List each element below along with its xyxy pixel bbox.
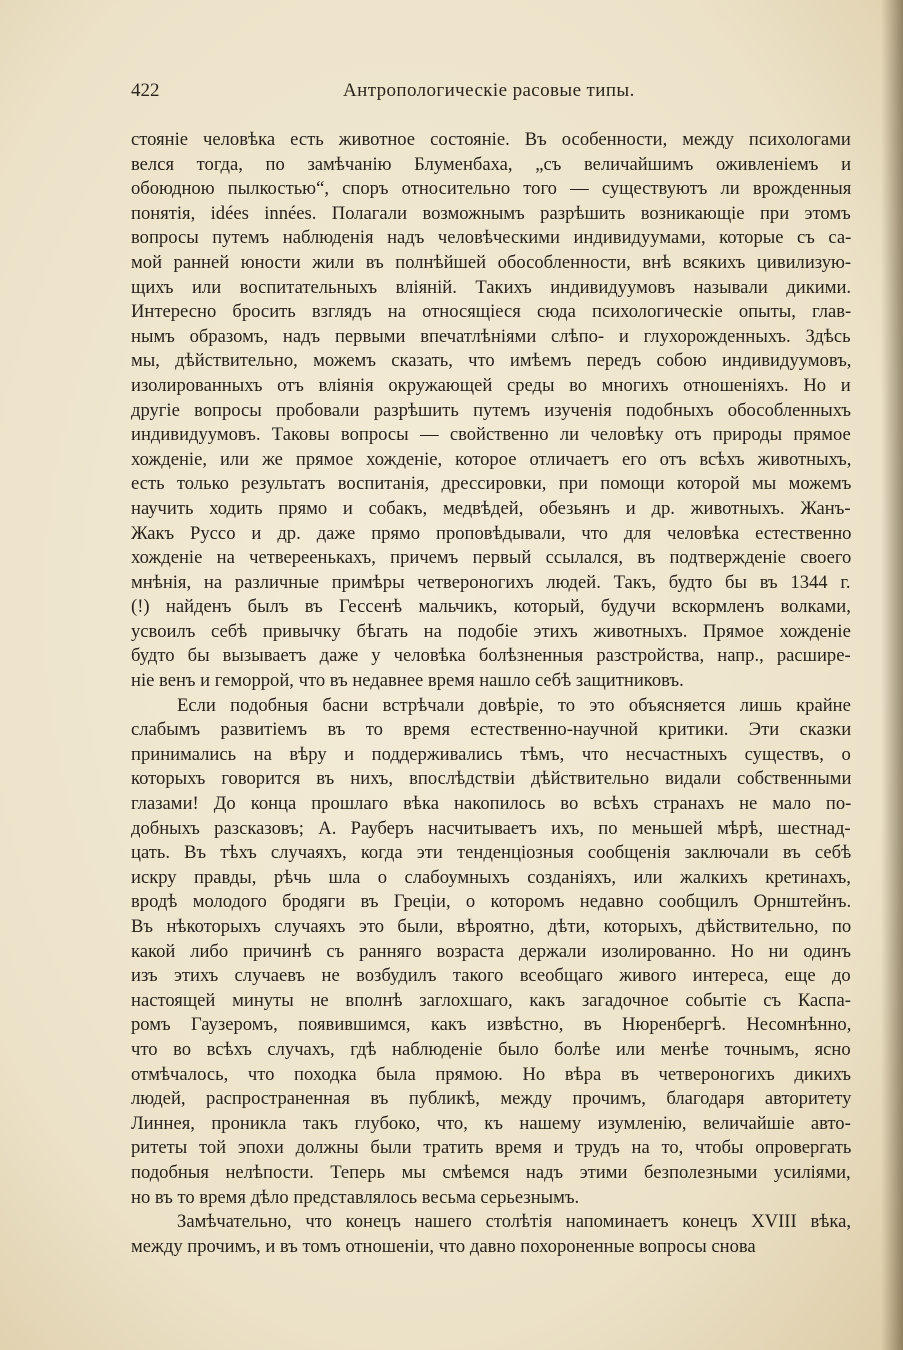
text-line: настоящей минуты не вполнѣ заглохшаго, какъ загадочное событiе съ Каспа- [131,989,851,1011]
text-line: изолированныхъ отъ влiянiя окружающей среды во многихъ отношенiяхъ. Но и [131,374,851,396]
text-line: какой либо причинѣ съ ранняго возраста держали изолированно. Но ни одинъ [131,940,851,962]
body-text [131,128,851,1259]
text-line: людей, распространенная въ публикѣ, между прочимъ, благодаря авторитету [131,1088,852,1110]
text-line: Замѣчательно, что конецъ нашего столѣтiя напоминаетъ конецъ XVIII вѣка, [177,1211,851,1233]
text-line: стоянiе человѣка есть животное состоянiе. Въ особенности, между психологами [131,129,851,150]
text-line: усвоилъ себѣ привычку бѣгать на подобiе этихъ животныхъ. Прямое хожденiе [131,620,851,642]
text-line: Интересно бросить взглядъ на относящiеся сюда психологическiе опыты, глав- [131,301,852,323]
text-line: обоюдною пылкостью“, споръ относительно того — существуютъ ли врожденныя [131,178,852,200]
text-line: искру правды, рѣчь шла о слабоумныхъ созданiяхъ, или жалкихъ кретинахъ, [131,866,851,888]
text-line: цать. Въ тѣхъ случаяхъ, когда эти тенденцiозныя сообщенiя заключали въ себѣ [131,842,852,864]
text-line: есть только результатъ воспитанiя, дрессировки, при помощи которой мы можемъ [131,473,852,495]
text-line: вопросы путемъ наблюденiя надъ человѣческими индивидуумами, которые съ са- [131,227,852,249]
text-line: другiе вопросы пробовали разрѣшить путемъ изученiя подобныхъ обособленныхъ [131,399,851,421]
text-line: слабымъ развитiемъ въ то время естественно-научной критики. Эти сказки [131,719,852,741]
text-line: велся тогда, по замѣчанiю Блуменбаха, „съ величайшимъ оживленiемъ и [131,153,852,175]
text-line: хожденiе на четвереенькахъ, причемъ первый ссылался, въ подтвержденiе своего [131,547,852,569]
text-line: отмѣчалось, что походка была прямою. Но вѣра въ четвероногихъ дикихъ [131,1063,852,1085]
text-line: щихъ или воспитательныхъ влiянiй. Такихъ индивидуумовъ называли дикими. [131,276,852,298]
text-line: научить ходить прямо и собакъ, медвѣдей, обезьянъ и др. животныхъ. Жанъ- [131,497,851,519]
text-line: Жакъ Руссо и др. даже прямо проповѣдывали, что для человѣка естественно [131,522,852,544]
text-line: ритеты той эпохи должны были тратить время и трудъ на то, чтобы опровергать [131,1137,852,1159]
text-line: нымъ образомъ, надъ первыми впечатлѣнiями слѣпо- и глухорожденныхъ. Здѣсь [131,325,851,347]
text-line: мы, дѣйствительно, можемъ сказать, что имѣемъ передъ собою индивидуумовъ, [131,350,852,372]
text-line: которыхъ говорится въ нихъ, впослѣдствiи дѣйствительно видали собственными [131,768,852,790]
text-line: подобныя нелѣпости. Теперь мы смѣемся надъ этими безполезными усилiями, [131,1161,851,1183]
text-line: Если подобныя басни встрѣчали довѣрiе, то это объясняется лишь крайне [177,694,851,716]
running-title: Антропологическiе расовые типы. [343,80,635,101]
text-line: Въ нѣкоторыхъ случаяхъ это были, вѣроятно, дѣти, которыхъ, дѣйствительно, по [131,916,852,937]
text-line: глазами! До конца прошлаго вѣка накопилось во всѣхъ странахъ не мало по- [131,793,852,815]
text-line: хожденiе, или же прямое хожденiе, которое отличаетъ его отъ всѣхъ животныхъ, [131,448,852,470]
text-line: но въ то время дѣло представлялось весьма серьезнымъ. [131,1186,580,1208]
text-line: ромъ Гаузеромъ, появившимся, какъ извѣстно, въ Нюренбергѣ. Несомнѣнно, [131,1014,852,1036]
page-number: 422 [131,80,160,101]
text-line: (!) найденъ былъ въ Гессенѣ мальчикъ, который, будучи вскормленъ волками, [131,596,851,618]
text-line: нiе венъ и геморрой, что въ недавнее время нашло себѣ защитниковъ. [131,670,684,692]
text-line: вродѣ молодого бродяги въ Грецiи, о которомъ недавно сообщилъ Орнштейнъ. [131,891,852,913]
text-line: понятiя, idées innées. Полагали возможнымъ разрѣшить возникающiе при этомъ [131,202,851,224]
text-line: принимались на вѣру и поддерживались тѣмъ, что несчастныхъ существъ, о [131,743,851,765]
text-line: что во всѣхъ случахъ, гдѣ наблюденiе было болѣе или менѣе точнымъ, ясно [131,1038,851,1060]
text-line: добныхъ разсказовъ; А. Рауберъ насчитываетъ ихъ, по меньшей мѣрѣ, шестнад- [131,817,851,839]
text-line: Линнея, проникла такъ глубоко, что, къ нашему изумленiю, величайшiе авто- [131,1112,851,1134]
text-line: мнѣнiя, на различные примѣры четвероногихъ людей. Такъ, будто бы въ 1344 г. [131,571,851,593]
text-line: между прочимъ, и въ томъ отношенiи, что давно похороненные вопросы снова [131,1235,756,1257]
text-line: индивидуумовъ. Таковы вопросы — свойственно ли человѣку отъ природы прямое [131,424,851,446]
page-header [131,80,851,104]
text-line: будто бы вызываетъ даже у человѣка болѣзненныя разстройства, напр., расшире- [131,645,851,667]
text-line: мой ранней юности жили въ полнѣйшей обособленности, внѣ всякихъ цивилизую- [131,251,852,273]
text-line: изъ этихъ случаевъ не возбудилъ такого всеобщаго живого интереса, еще до [131,965,851,987]
